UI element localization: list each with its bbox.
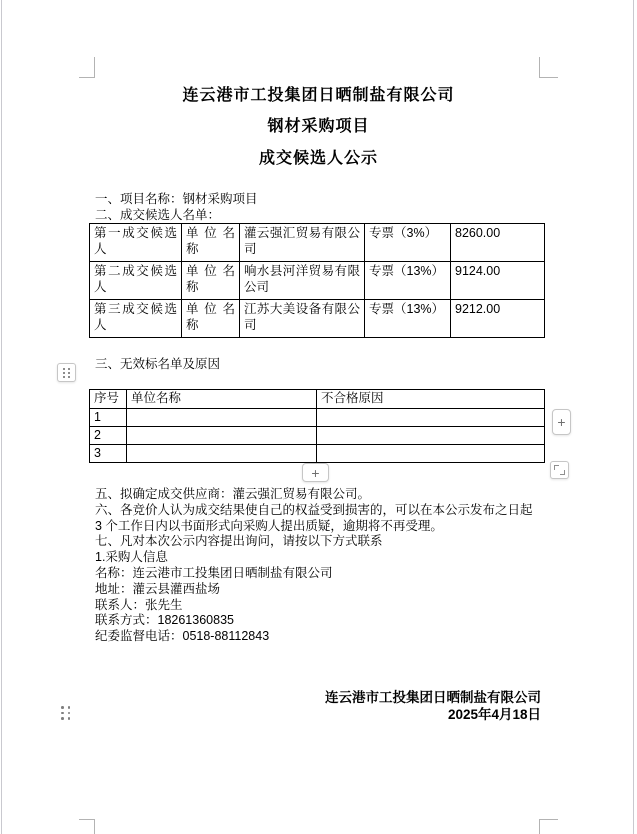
signature-company: 连云港市工投集团日晒制盐有限公司 <box>325 690 541 705</box>
document-title-company: 连云港市工投集团日晒制盐有限公司 <box>182 87 455 104</box>
purchaser-name: 名称：连云港市工投集团日晒制盐有限公司 <box>95 565 333 580</box>
invalid-bids-table <box>89 389 545 463</box>
section-6-line2: 3 个工作日内以书面形式向采购人提出质疑，逾期将不再受理。 <box>95 518 443 533</box>
section-7-contact-heading: 七、凡对本次公示内容提出询问，请按以下方式联系 <box>95 534 383 549</box>
table-row <box>90 300 545 338</box>
candidates-table <box>89 223 545 338</box>
document-title-announcement: 成交候选人公示 <box>258 150 378 167</box>
section-2-candidate-list-heading: 二、成交候选人名单： <box>95 208 221 222</box>
body-paragraphs <box>95 487 533 645</box>
reason-cell[interactable] <box>317 445 545 463</box>
candidate-rank-cell: 第二成交候选人 <box>90 262 182 300</box>
unit-name-header: 单位名称 <box>127 390 317 409</box>
section-3-invalid-bids-heading: 三、无效标名单及原因 <box>95 357 221 371</box>
add-column-button[interactable] <box>552 409 571 435</box>
resize-corners-icon <box>554 465 565 475</box>
serial-number-cell: 1 <box>90 409 127 427</box>
discipline-supervision-phone: 纪委监督电话：0518-88112843 <box>95 629 270 644</box>
section-1-project-name: 一、项目名称：钢材采购项目 <box>95 192 258 206</box>
table-row <box>90 445 545 463</box>
serial-number-cell: 3 <box>90 445 127 463</box>
table-row <box>90 427 545 445</box>
table-move-handle[interactable] <box>57 363 76 382</box>
reason-cell[interactable] <box>317 409 545 427</box>
purchaser-info-heading: 1.采购人信息 <box>95 550 168 565</box>
purchaser-address: 地址：灌云县灌西盐场 <box>95 581 221 596</box>
table-resize-button[interactable] <box>550 461 569 479</box>
company-name-cell: 江苏大美设备有限公司 <box>240 300 365 338</box>
candidate-rank-cell: 第一成交候选人 <box>90 224 182 262</box>
contact-phone: 联系方式：18261360835 <box>95 613 234 628</box>
margin-crop-mark-top-right <box>539 57 558 78</box>
candidate-rank-cell: 第三成交候选人 <box>90 300 182 338</box>
company-name-cell: 响水县河洋贸易有限公司 <box>240 262 365 300</box>
serial-number-cell: 2 <box>90 427 127 445</box>
price-cell: 8260.00 <box>451 224 545 262</box>
plus-icon: + <box>557 414 566 430</box>
unit-name-label-cell: 单位名称 <box>182 224 240 262</box>
signature-date: 2025年4月18日 <box>447 707 541 722</box>
disqualification-reason-header: 不合格原因 <box>317 390 545 409</box>
unit-name-label-cell: 单位名称 <box>182 262 240 300</box>
serial-number-header: 序号 <box>90 390 127 409</box>
unit-name-cell[interactable] <box>127 445 317 463</box>
section-5-supplier: 五、拟确定成交供应商：灌云强汇贸易有限公司。 <box>95 487 371 501</box>
price-cell: 9124.00 <box>451 262 545 300</box>
table-row <box>90 224 545 262</box>
margin-crop-mark-bottom-left <box>79 819 95 834</box>
unit-name-cell[interactable] <box>127 409 317 427</box>
unit-name-label-cell: 单位名称 <box>182 300 240 338</box>
contact-person: 联系人：张先生 <box>95 597 183 612</box>
invoice-type-cell: 专票（13%） <box>365 300 451 338</box>
signature-block <box>200 689 541 723</box>
plus-icon: + <box>311 464 320 481</box>
price-cell: 9212.00 <box>451 300 545 338</box>
drag-dots-icon <box>63 368 70 378</box>
margin-crop-mark-bottom-right <box>539 819 558 834</box>
invoice-type-cell: 专票（3%） <box>365 224 451 262</box>
section-6-line1: 六、各竞价人认为成交结果使自己的权益受到损害的，可以在本公示发布之日起 <box>95 502 533 517</box>
table-header-row <box>90 390 545 409</box>
margin-crop-mark-top-left <box>79 57 95 78</box>
paragraph-drag-handle[interactable] <box>61 706 70 720</box>
reason-cell[interactable] <box>317 427 545 445</box>
unit-name-cell[interactable] <box>127 427 317 445</box>
table-row <box>90 409 545 427</box>
add-row-button[interactable] <box>302 463 329 482</box>
company-name-cell: 灌云强汇贸易有限公司 <box>240 224 365 262</box>
table-row <box>90 262 545 300</box>
invoice-type-cell: 专票（13%） <box>365 262 451 300</box>
document-title-project: 钢材采购项目 <box>267 118 370 135</box>
